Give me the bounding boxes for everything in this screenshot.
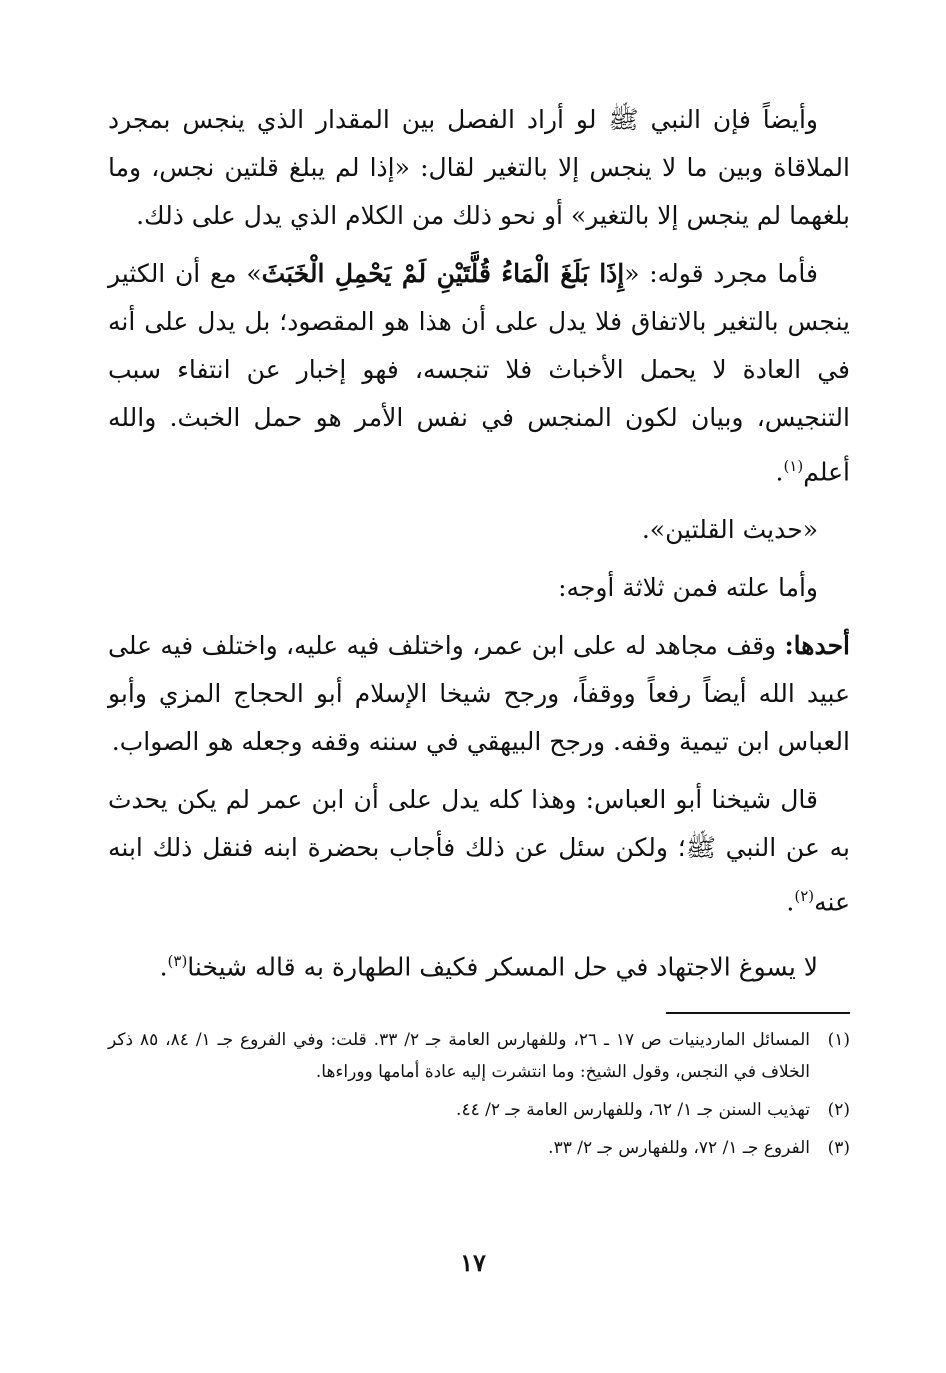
footnote-3 [108, 1132, 850, 1164]
footnote-ref-2[interactable]: (٢) [794, 887, 815, 906]
footnote-number: (١) [827, 1030, 850, 1050]
p2-end: . [775, 457, 784, 487]
hadith-quote: إِذَا بَلَغَ الْمَاءُ قُلَّتَيْنِ لَمْ يَحْمِلِ الْخَبَثَ [261, 259, 625, 288]
footnote-1 [108, 1024, 850, 1088]
paragraph-two-qullas [108, 250, 850, 496]
first-cause-text: وقف مجاهد له على ابن عمر، واختلف فيه عليه، واختلف فيه على عبيد الله أيضاً رفعاً ووقفاً، ورجح شيخا الإسلام أبو الحجاج المزي وأبو العباس ابن تيمية وقفه. ورجح البيهقي في سننه وقفه وجعله هو الصواب. [108, 631, 850, 757]
paragraph-prophet-distinction: وأيضاً فإن النبي ﷺ لو أراد الفصل بين المقدار الذي ينجس بمجرد الملاقاة وبين ما لا ينجس إلا بالتغير لقال: «إذا لم يبلغ قلتين نجس، وما بلغهما لم ينجس إلا بالتغير» أو نحو ذلك من الكلام الذي يدل على ذلك. [108, 105, 850, 230]
intoxicant-text: لا يسوغ الاجتهاد في حل المسكر فكيف الطهارة به قاله شيخنا [187, 951, 818, 981]
abu-abbas-end: . [786, 887, 795, 917]
footnote-number: (٢) [827, 1100, 850, 1120]
page-body [108, 96, 850, 1001]
footnote-number: (٣) [827, 1138, 850, 1158]
footnote-text: الفروع جـ ١/ ٧٢، وللفهارس جـ ٢/ ٣٣. [548, 1138, 810, 1158]
intoxicant-end: . [159, 951, 168, 981]
section-heading: «حديث القلتين». [641, 515, 818, 545]
page-number: ١٧ [460, 1248, 486, 1277]
footnotes [108, 1024, 850, 1170]
footnote-ref-3[interactable]: (٣) [167, 951, 188, 970]
first-cause-label: أحدها: [784, 631, 850, 661]
p2-pre: فأما مجرد قوله: « [624, 259, 818, 288]
paragraph-abu-abbas [108, 776, 850, 926]
abu-abbas-text: قال شيخنا أبو العباس: وهذا كله يدل على أن ابن عمر لم يكن يحدث به عن النبي ﷺ؛ ولكن سئل عن ذلك فأجاب بحضرة ابنه فنقل ذلك ابنه عنه [108, 785, 850, 917]
paragraph-first-cause [108, 622, 850, 766]
footnote-separator [666, 1012, 850, 1014]
footnote-2 [108, 1094, 850, 1126]
causes-intro: وأما علته فمن ثلاثة أوجه: [558, 573, 818, 603]
paragraph-intoxicant [108, 937, 850, 991]
footnote-ref-1[interactable]: (١) [783, 457, 804, 475]
p2-post: » مع أن الكثير ينجس بالتغير بالاتفاق فلا يدل على أن هذا هو المقصود؛ بل يدل على أنه في العادة لا يحمل الأخباث فلا تنجسه، فهو إخبار عن انتفاء سبب التنجيس، وبيان لكون المنجس في نفس الأمر هو حمل الخبث. والله أعلم [108, 259, 850, 487]
footnote-text: المسائل الماردينيات ص ١٧ ـ ٢٦، وللفهارس العامة جـ ٢/ ٣٣. قلت: وفي الفروع جـ ١/ ٨٤، ٨٥ ذكر الخلاف في النجس، وقول الشيخ: وما انتشرت إليه عادة أمامها ووراءها. [108, 1030, 811, 1082]
footnote-text: تهذيب السنن جـ ١/ ٦٢، وللفهارس العامة جـ ٢/ ٤٤. [456, 1100, 810, 1120]
